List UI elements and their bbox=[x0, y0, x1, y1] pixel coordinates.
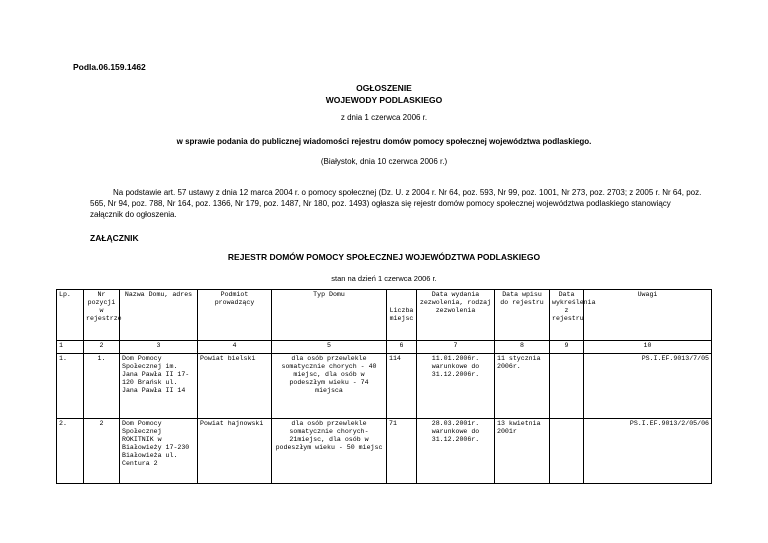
column-number: 10 bbox=[584, 341, 712, 354]
cell-nr: 2 bbox=[84, 419, 120, 484]
register-title: REJESTR DOMÓW POMOCY SPOŁECZNEJ WOJEWÓDZTWA PODLASKIEGO bbox=[227, 252, 541, 262]
header-wykreslenie: Data wykreślenia z rejestru bbox=[550, 290, 584, 341]
document-reference: Podla.06.159.1462 bbox=[73, 62, 146, 72]
cell-liczba: 114 bbox=[387, 354, 417, 419]
announcement-subject: w sprawie podania do publicznej wiadomości rejestru domów pomocy społecznej województwa podlaskiego. bbox=[176, 137, 592, 146]
title-line-1: OGŁOSZENIE bbox=[356, 83, 412, 93]
column-number: 1 bbox=[57, 341, 84, 354]
cell-typ: dla osób przewlekle somatycznie chorych-21miejsc, dla osób w podeszłym wieku - 50 miejsc bbox=[272, 419, 387, 484]
annex-label: ZAŁĄCZNIK bbox=[90, 233, 139, 243]
cell-nr: 1. bbox=[84, 354, 120, 419]
cell-zezwolenie: 28.03.2001r. warunkowe do 31.12.2006r. bbox=[417, 419, 495, 484]
cell-wpis: 13 kwietnia 2001r bbox=[495, 419, 550, 484]
table-number-row bbox=[57, 341, 712, 354]
header-zezwolenie: Data wydania zezwolenia, rodzaj zezwolenia bbox=[417, 290, 495, 341]
table-row bbox=[57, 354, 712, 419]
column-number: 5 bbox=[272, 341, 387, 354]
column-number: 8 bbox=[495, 341, 550, 354]
cell-nazwa: Dom Pomocy Społecznej im. Jana Pawła II 17-120 Brańsk ul. Jana Pawła II 14 bbox=[120, 354, 198, 419]
header-nr: Nr pozycji w rejestrze bbox=[84, 290, 120, 341]
register-as-of: stan na dzień 1 czerwca 2006 r. bbox=[331, 274, 437, 283]
column-number: 2 bbox=[84, 341, 120, 354]
announcement-date: z dnia 1 czerwca 2006 r. bbox=[340, 113, 428, 122]
header-nazwa: Nazwa Domu, adres bbox=[120, 290, 198, 341]
register-table bbox=[56, 289, 712, 484]
cell-uwagi: PS.I.EF.9013/2/05/06 bbox=[584, 419, 712, 484]
cell-wykreslenie bbox=[550, 419, 584, 484]
table-row bbox=[57, 419, 712, 484]
cell-lp: 2. bbox=[57, 419, 84, 484]
intro-paragraph: Na podstawie art. 57 ustawy z dnia 12 marca 2004 r. o pomocy społecznej (Dz. U. z 2004 r. Nr 64, poz. 593, Nr 99, poz. 1001, Nr 273, poz. 2703; z 2005 r. Nr 64, poz. 565, Nr 94, poz. 788, Nr 164, poz. 1366, Nr 179, poz. 1487, Nr 180, poz. 1493) ogłasza się rejestr domów pomocy społecznej województwa podlaskiego stanowiący załącznik do ogłoszenia. bbox=[90, 188, 702, 219]
cell-typ: dla osób przewlekle somatycznie chorych - 40 miejsc, dla osób w podeszłym wieku - 74 miejsca bbox=[272, 354, 387, 419]
place-and-date: (Białystok, dnia 10 czerwca 2006 r.) bbox=[320, 157, 448, 166]
header-podmiot: Podmiot prowadzący bbox=[198, 290, 272, 341]
cell-wpis: 11 stycznia 2006r. bbox=[495, 354, 550, 419]
column-number: 3 bbox=[120, 341, 198, 354]
cell-zezwolenie: 11.01.2006r. warunkowe do 31.12.2006r. bbox=[417, 354, 495, 419]
cell-uwagi: PS.I.EF.9013/7/05 bbox=[584, 354, 712, 419]
cell-wykreslenie bbox=[550, 354, 584, 419]
table-header-row bbox=[57, 290, 712, 341]
cell-podmiot: Powiat bielski bbox=[198, 354, 272, 419]
column-number: 7 bbox=[417, 341, 495, 354]
cell-lp: 1. bbox=[57, 354, 84, 419]
header-typ: Typ Domu bbox=[272, 290, 387, 341]
column-number: 6 bbox=[387, 341, 417, 354]
header-wpis: Data wpisu do rejestru bbox=[495, 290, 550, 341]
header-liczba: Liczba miejsc bbox=[387, 290, 417, 341]
header-uwagi: Uwagi bbox=[584, 290, 712, 341]
cell-podmiot: Powiat hajnowski bbox=[198, 419, 272, 484]
cell-nazwa: Dom Pomocy Społecznej ROKITNIK w Białowieży 17-230 Białowieża ul. Centura 2 bbox=[120, 419, 198, 484]
column-number: 9 bbox=[550, 341, 584, 354]
cell-liczba: 71 bbox=[387, 419, 417, 484]
announcement-title bbox=[0, 82, 768, 106]
title-line-2: WOJEWODY PODLASKIEGO bbox=[325, 95, 443, 105]
column-number: 4 bbox=[198, 341, 272, 354]
header-lp: Lp. bbox=[57, 290, 84, 341]
